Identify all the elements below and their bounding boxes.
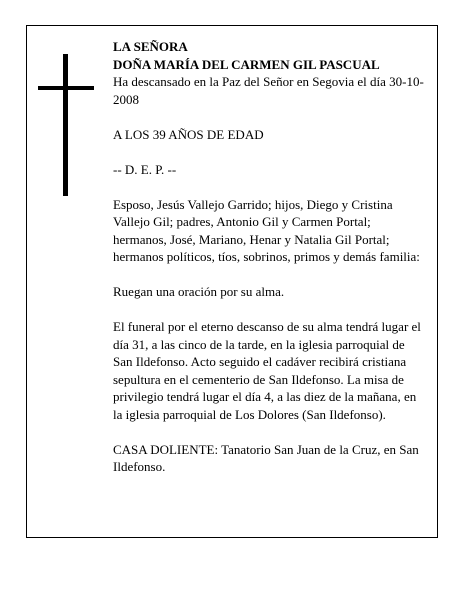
title-line-1: LA SEÑORA <box>113 39 188 54</box>
family-list: Esposo, Jesús Vallejo Garrido; hijos, Diego y Cristina Vallejo Gil; padres, Antonio Gil y Carmen Portal; hermanos, José, Mariano, Henar y Natalia Gil Portal; hermanos políticos, tíos, sobrinos, primos y demás familia: <box>113 196 420 264</box>
prayer-request: Ruegan una oración por su alma. <box>113 284 285 299</box>
obituary-text <box>113 38 427 493</box>
dep-line: -- D. E. P. -- <box>113 161 177 177</box>
cross-icon-crossbar <box>38 86 94 90</box>
deceased-name: DOÑA MARÍA DEL CARMEN GIL PASCUAL <box>113 56 380 72</box>
cross-icon <box>63 54 68 196</box>
death-announcement: Ha descansado en la Paz del Señor en Segovia el día 30-10-2008 <box>113 74 424 107</box>
age-line: A LOS 39 AÑOS DE EDAD <box>113 126 264 142</box>
casa-doliente: CASA DOLIENTE: Tanatorio San Juan de la Cruz, en San Ildefonso. <box>113 441 419 474</box>
funeral-details: El funeral por el eterno descanso de su alma tendrá lugar el día 31, a las cinco de la tarde, en la iglesia parroquial de San Ildefonso. Acto seguido el cadáver recibirá cristiana sepultura en el cementerio de San Ildefonso. La misa de privilegio tendrá lugar el día 4, a las diez de la mañana, en la iglesia parroquial de Los Dolores (San Ildefonso). <box>113 319 421 422</box>
